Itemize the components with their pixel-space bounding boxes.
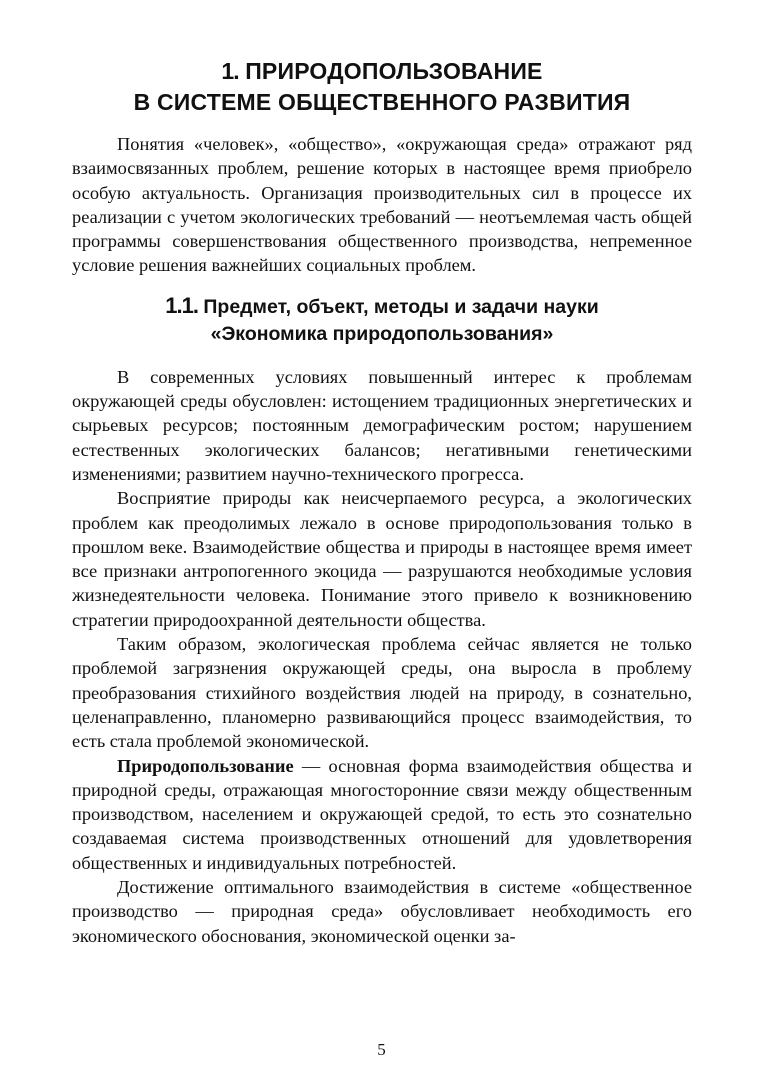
chapter-title-line-1	[72, 56, 692, 87]
term-nature-use: Природопользование	[117, 755, 294, 776]
page-number: 5	[377, 1040, 386, 1059]
chapter-title-line-2: В СИСТЕМЕ ОБЩЕСТВЕННОГО РАЗВИТИЯ	[133, 89, 631, 115]
section-title-text-1: Предмет, объект, методы и задачи науки	[203, 295, 599, 318]
paragraph-4	[72, 754, 692, 875]
section-title-line-1	[72, 292, 692, 321]
chapter-number: 1.	[221, 58, 239, 84]
paragraph-4-text: — основная форма взаимодействия общества и природной среды, отражающая многосторонние связи между общественным производством, населением и окружающей средой, то есть это сознательно создаваемая система производственных отношений для удовлетворения общественных и индивидуальных потребностей.	[72, 755, 692, 873]
section-title-line-2: «Экономика природопользования»	[210, 322, 554, 345]
page-content	[72, 52, 692, 948]
paragraph-2: Восприятие природы как неисчерпаемого ресурса, а экологических проблем как преодолимых лежало в основе природопользования только в прошлом веке. Взаимодействие общества и природы в настоящее время имеет все признаки антропогенного экоцида — разрушаются необходимые условия жизнедеятельности человека. Понимание этого привело к возникновению стратегии природоохранной деятельности общества.	[72, 488, 692, 630]
section-number: 1.1.	[165, 292, 198, 318]
paragraph-5: Достижение оптимального взаимодействия в системе «общественное производство — природная среда» обусловливает необходимость его экономического обоснования, экономической оценки за-	[72, 877, 692, 946]
chapter-title-text-1: ПРИРОДОПОЛЬЗОВАНИЕ	[245, 58, 543, 84]
chapter-title	[72, 56, 692, 118]
paragraph-3: Таким образом, экологическая проблема сейчас является не только проблемой загрязнения окружающей среды, она выросла в проблему преобразования стихийного воздействия людей на природу, в сознательно, целенаправленно, планомерно развивающийся процесс взаимодействия, то есть стала проблемой экономической.	[72, 634, 692, 752]
chapter-intro-paragraph: Понятия «человек», «общество», «окружающая среда» отражают ряд взаимосвязанных проблем, решение которых в настоящее время приобрело особую актуальность. Организация производительных сил в процессе их реализации с учетом экологических требований — неотъемлемая часть общей программы совершенствования общественного производства, непременное условие решения важнейших социальных проблем.	[72, 134, 692, 276]
paragraph-1: В современных условиях повышенный интерес к проблемам окружающей среды обусловлен: истощением традиционных энергетических и сырьевых ресурсов; постоянным демографическим ростом; нарушением естественных экологических балансов; негативными генетическими изменениями; развитием научно-технического прогресса.	[72, 366, 692, 484]
section-title	[72, 292, 692, 348]
